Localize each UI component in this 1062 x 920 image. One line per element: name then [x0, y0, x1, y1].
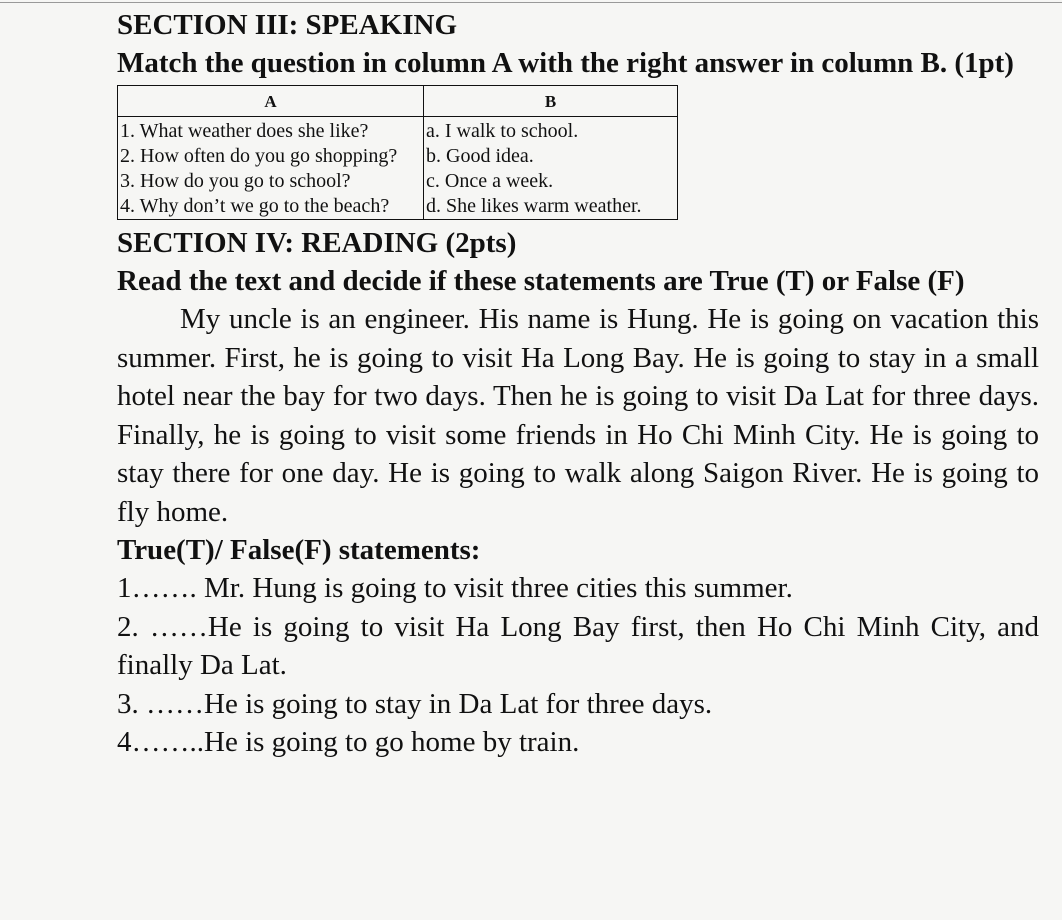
answer-cell: c. Once a week.	[424, 169, 678, 194]
matching-table	[117, 85, 678, 220]
worksheet-content	[117, 6, 1039, 762]
tf-heading: True(T)/ False(F) statements:	[117, 534, 481, 566]
question-cell: 1. What weather does she like?	[118, 117, 424, 145]
section4-title: SECTION IV: READING (2pts)	[117, 227, 517, 259]
table-row	[118, 117, 678, 145]
section4-instruction: Read the text and decide if these statements are True (T) or False (F)	[117, 265, 965, 297]
table-row	[118, 144, 678, 169]
column-a-header: A	[118, 86, 424, 117]
statement-2: 2. ……He is going to visit Ha Long Bay first, then Ho Chi Minh City, and finally Da Lat.	[117, 610, 1039, 681]
top-rule	[0, 2, 1062, 3]
column-b-header: B	[424, 86, 678, 117]
statement-4: 4……..He is going to go home by train.	[117, 726, 580, 758]
answer-cell: d. She likes warm weather.	[424, 194, 678, 220]
question-cell: 3. How do you go to school?	[118, 169, 424, 194]
question-cell: 2. How often do you go shopping?	[118, 144, 424, 169]
table-row	[118, 194, 678, 220]
reading-passage-text: My uncle is an engineer. His name is Hung. He is going on vacation this summer. First, he is going to visit Ha Long Bay. He is going to stay in a small hotel near the bay for two days. Then he is going to visit Da Lat for three days. Finally, he is going to visit some friends in Ho Chi Minh City. He is going to stay there for one day. He is going to walk along Saigon River. He is going to fly home.	[117, 303, 1039, 528]
question-cell: 4. Why don’t we go to the beach?	[118, 194, 424, 220]
answer-cell: b. Good idea.	[424, 144, 678, 169]
matching-table-header	[118, 86, 678, 117]
statement-1: 1……. Mr. Hung is going to visit three cities this summer.	[117, 572, 793, 604]
section3-instruction: Match the question in column A with the right answer in column B. (1pt)	[117, 47, 1014, 79]
section3-title: SECTION III: SPEAKING	[117, 9, 458, 41]
section4	[117, 224, 1039, 762]
statement-3: 3. ……He is going to stay in Da Lat for three days.	[117, 687, 713, 720]
reading-passage	[117, 300, 1039, 531]
answer-cell: a. I walk to school.	[424, 117, 678, 145]
table-row	[118, 169, 678, 194]
